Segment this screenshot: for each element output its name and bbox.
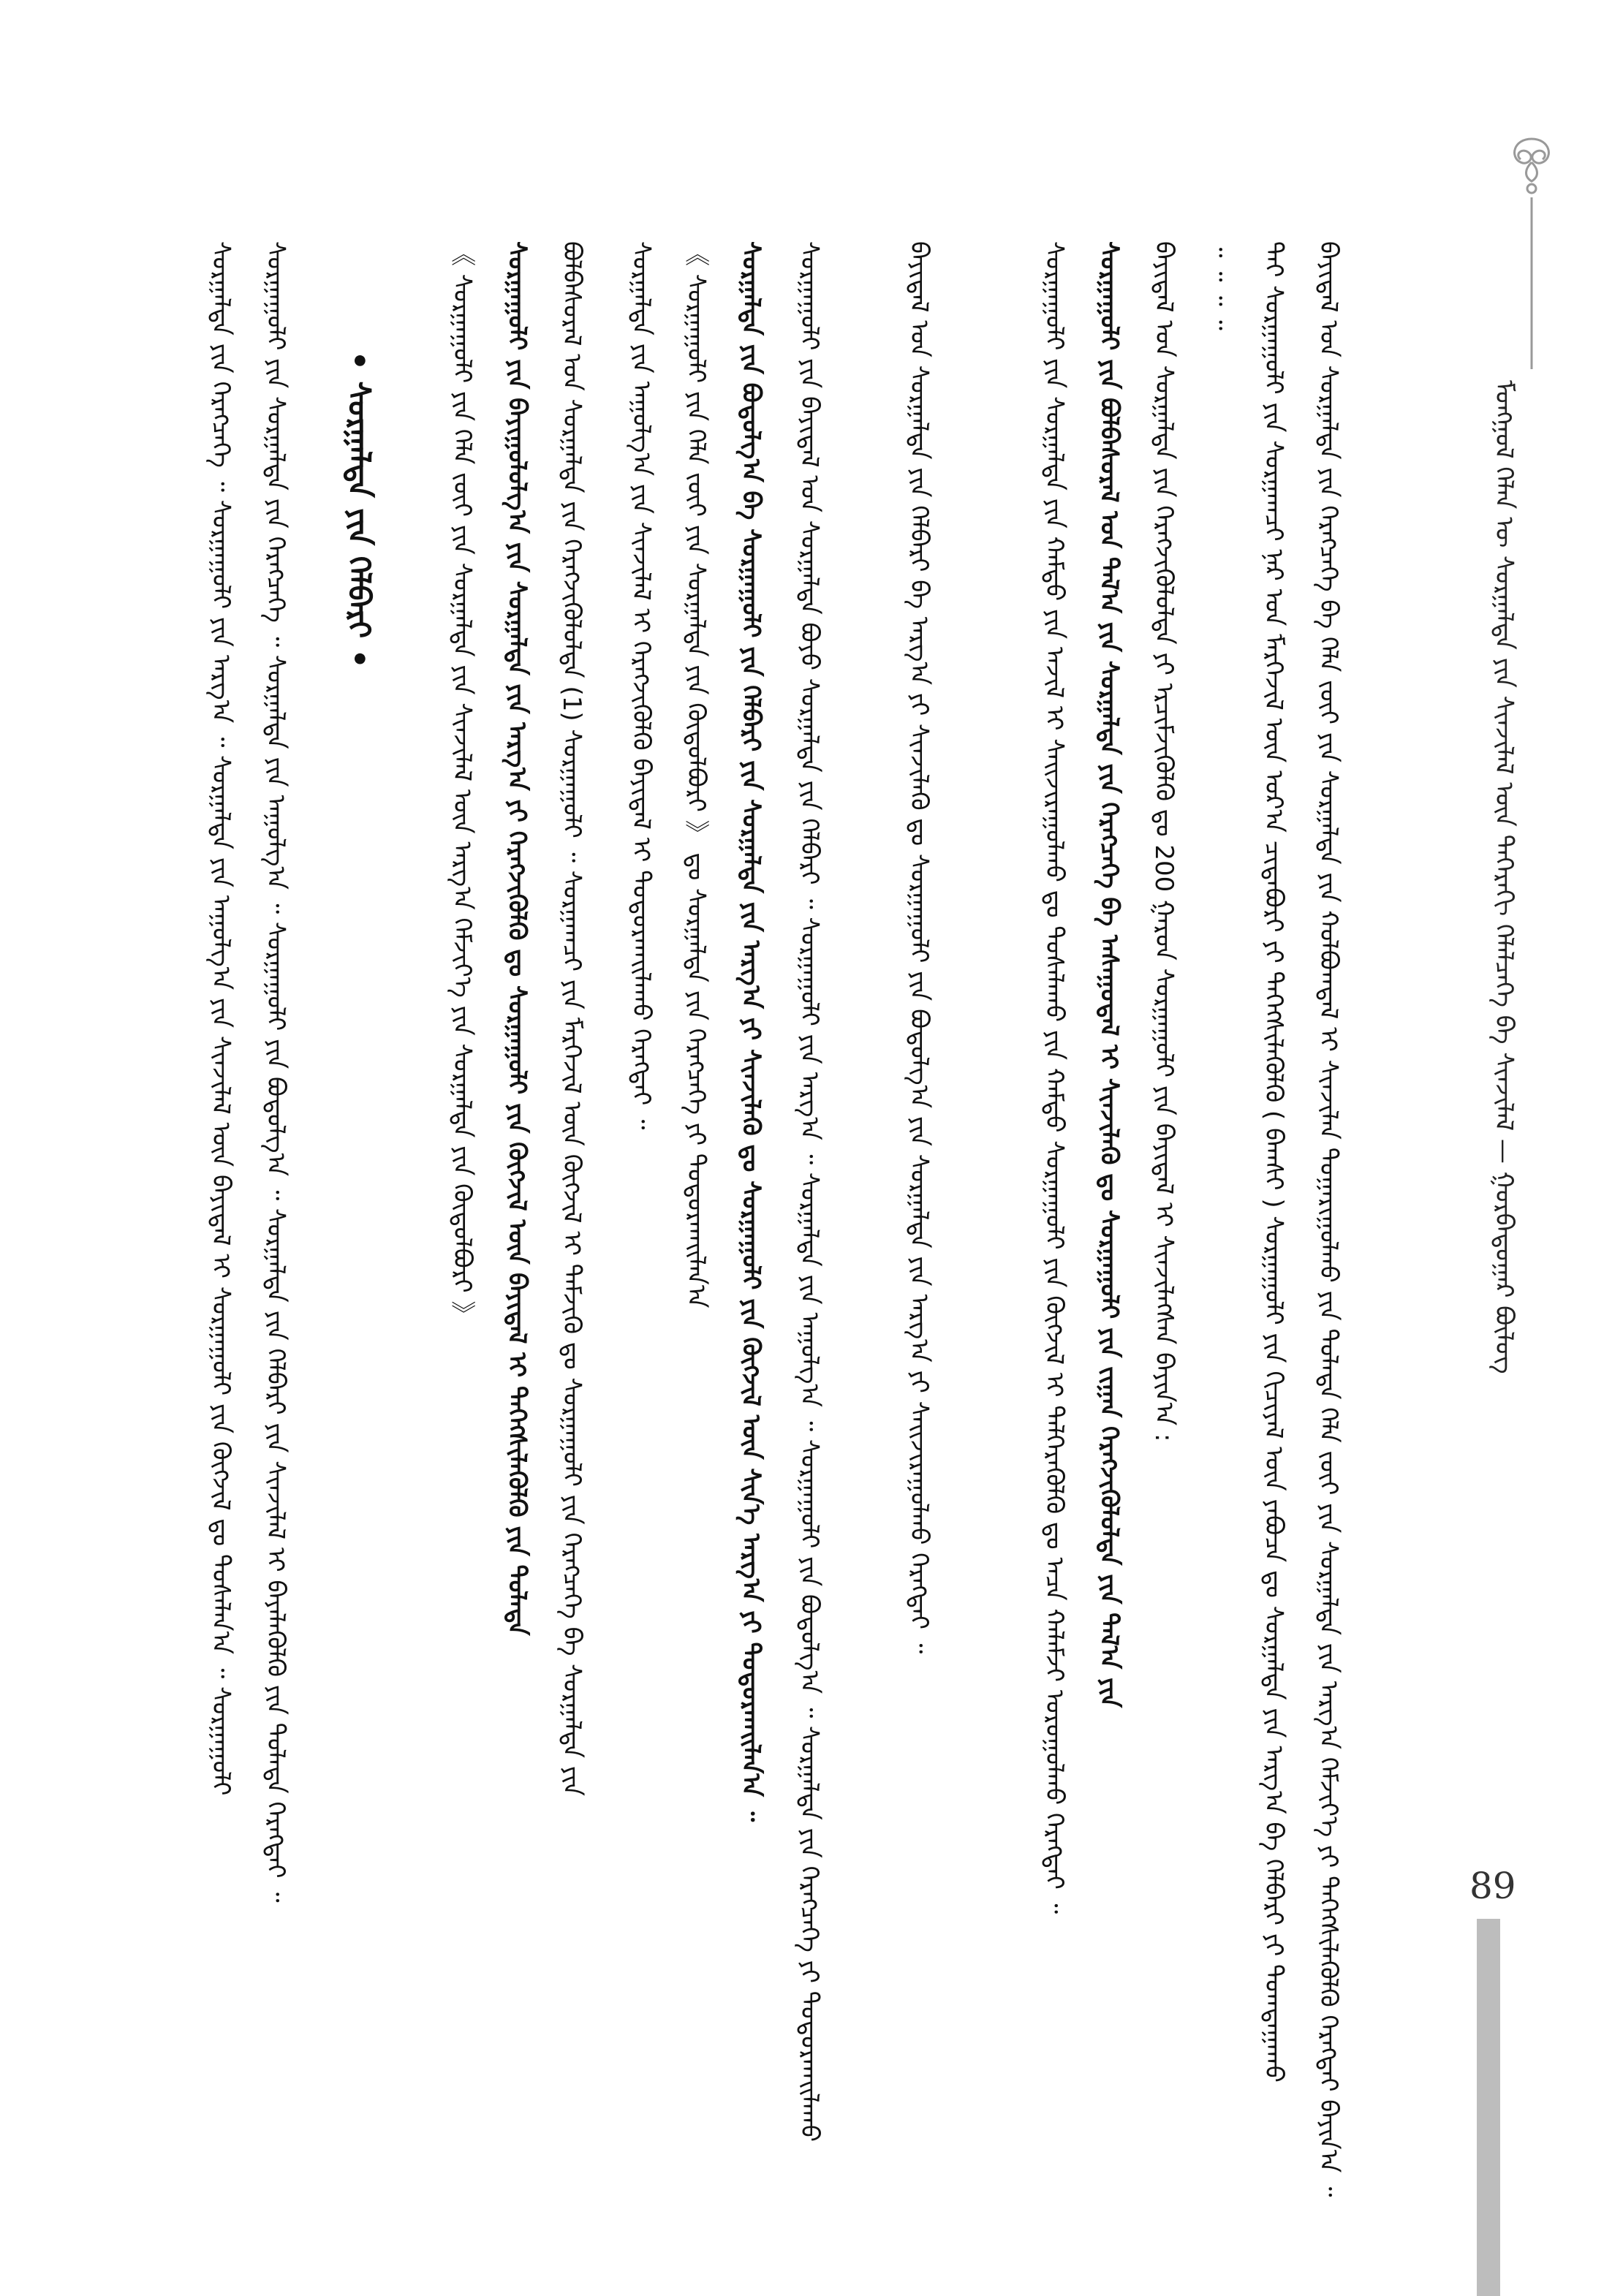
text-column: ᠰᠤᠷᠭᠠᠯᠲᠠ ᠶᠢᠨ ᠪᠣᠳᠤᠯᠭ᠎ᠠ ᠪᠠ ᠰᠤᠷᠭᠠᠭᠤᠯᠢ ᠶᠢᠨ ᠬᠡᠯᠪᠡᠷᠢ ᠶᠢᠨ ᠰᠤᠷᠭᠠᠯᠲᠠ ᠶᠢᠨ ᠠᠷᠭ᠎ᠠ ᠶᠢ ᠰᠢᠨᠵᠢᠯᠡᠬᠦ ᠳᠤ ᠰᠤᠷᠭᠠᠭᠤᠯᠢ ᠶᠢᠨ ᠬᠥᠭᠵᠢᠯ ᠦᠨ ᠰᠢᠨ᠎ᠡ ᠠᠷᠭ᠎ᠠ ᠶᠢ ᠲᠣᠳᠣᠷᠬᠠᠢᠯᠠᠨ᠎ᠠ ᠃ <box>736 241 765 1822</box>
text-column: ᠰᠤᠷᠭᠠᠭᠤᠯᠢ ᠶᠢᠨ ᠪᠠᠶᠢᠭᠤᠯᠤᠯᠭ᠎ᠠ ᠶᠢᠨ ᠰᠤᠷᠭᠠᠯᠲᠠ ᠶᠢᠨ ᠠᠷᠭ᠎ᠠ ᠶᠢ ᠬᠡᠷᠡᠭᠵᠢᠭᠦᠯᠬᠦ ᠳᠤ ᠰᠤᠷᠭᠠᠭᠤᠯᠢ ᠶᠢᠨ ᠬᠥᠭᠵᠢᠯ ᠦᠨ ᠪᠠᠶᠢᠳᠠᠯ ᠢ ᠳᠡᠭᠡᠭᠰᠢᠯᠡᠭᠦᠯᠬᠦ ᠶᠢᠨ ᠲᠤᠯᠠᠳᠠ <box>502 241 531 1636</box>
running-head: ᠮᠣᠩᠭᠣᠯ ᠬᠡᠯᠡᠨ ᠦ ᠰᠤᠷᠭᠠᠯᠲᠠ ᠶᠢᠨ ᠰᠢᠨᠵᠢᠯᠡᠯ ᠦᠨ ᠳᠡᠭᠡᠷᠡᠬᠢ ᠬᠡᠯᠡᠯᠴᠡᠭᠡ ᠪᠠ ᠰᠢᠨᠵᠢᠯᠡᠯ — ᠭᠤᠷᠪᠠᠳᠤᠭᠠᠷ ᠪᠦᠯᠦᠭ <box>1489 380 1518 1374</box>
text-column: ᠪᠠᠶᠢᠳᠠᠯ ᠤᠨ ᠰᠤᠷᠭᠠᠯᠲᠠ ᠶᠢᠨ ᠬᠡᠯᠪᠡᠷᠢ ᠪᠠ ᠠᠷᠭ᠎ᠠ ᠶᠢ ᠰᠢᠨᠵᠢᠯᠡᠬᠦ ᠳᠤ ᠰᠤᠷᠭᠠᠭᠤᠯᠢ ᠶᠢᠨ ᠪᠣᠳᠤᠯᠭ᠎ᠠ ᠶᠢᠨ ᠰᠤᠷᠭᠠᠯᠲᠠ ᠶᠢᠨ ᠠᠷᠭ᠎ᠠ ᠶᠢ ᠰᠠᠢᠵᠢᠷᠠᠭᠤᠯᠬᠤ ᠬᠡᠷᠡᠭᠲᠡᠢ ᠃ <box>904 241 934 1654</box>
text-column: ᠰᠤᠷᠭᠠᠭᠤᠯᠢ ᠶᠢᠨ ᠪᠣᠯᠪᠠᠰᠤᠷᠠᠯ ᠤᠨ ᠲᠠᠯ᠎ᠠ ᠶᠢᠨ ᠰᠤᠷᠭᠠᠯᠲᠠ ᠶᠢᠨ ᠬᠡᠷᠡᠭᠴᠡᠭᠡ ᠪᠠ ᠠᠰᠠᠭᠤᠳᠠᠯ ᠢ ᠰᠢᠨᠵᠢᠯᠡᠬᠦ ᠳᠤ ᠰᠤᠷᠭᠠᠭᠤᠯᠢ ᠶᠢᠨ ᠵᠢᠭᠠᠨ ᠬᠡᠷᠡᠭᠵᠢᠭᠦᠯᠦᠯᠲᠡ ᠶᠢᠨ ᠲᠠᠯ᠎ᠠ ᠶᠢᠨ <box>1094 241 1124 1708</box>
text-column: ᠰᠤᠷᠭᠠᠯᠲᠠ ᠶᠢᠨ ᠠᠭᠤᠯᠭ᠎ᠠ ᠶᠢᠨ ᠰᠢᠨᠵᠢᠯᠡᠯ ᠢ ᠬᠡᠷᠡᠭᠵᠢᠭᠦᠯᠬᠦ ᠪᠠᠶᠢᠳᠠᠯ ᠢ ᠲᠣᠳᠣᠷᠬᠠᠢᠯᠠᠬᠤ ᠬᠡᠷᠡᠭᠲᠡᠢ ᠃ <box>627 241 656 1130</box>
text-column: 《 ᠰᠤᠷᠭᠠᠭᠤᠯᠢ ᠶᠢᠨ ᠬᠡᠯᠡ ᠵᠦᠢ ᠶᠢᠨ ᠰᠤᠷᠭᠠᠯᠲᠠ ᠶᠢᠨ ᠰᠢᠨᠵᠢᠯᠡᠯ ᠦᠨ ᠠᠷᠭ᠎ᠠ ᠬᠡᠮᠵᠢᠶ᠎ᠡ ᠶᠢᠨ ᠰᠤᠷᠭᠠᠯᠲᠠ ᠶᠢᠨ ᠬᠥᠲᠦᠯᠪᠦᠷᠢ 》 <box>447 241 477 1326</box>
text-column: ᠪᠠᠶᠢᠳᠠᠯ ᠤᠨ ᠰᠤᠷᠭᠠᠯᠲᠠ ᠶᠢᠨ ᠬᠡᠷᠡᠭᠵᠢᠭᠦᠯᠦᠯᠲᠡ ᠶᠢ ᠡᠷᠴᠢᠮᠵᠢᠭᠦᠯᠬᠦ ᠳᠤ 200 ᠭᠠᠷᠤᠨ ᠰᠤᠷᠭᠠᠭᠤᠯᠢ ᠶᠢᠨ ᠪᠠᠶᠢᠳᠠᠯ ᠢ ᠰᠢᠨᠵᠢᠯᠡᠭᠰᠡᠨ ᠪᠠᠶᠢᠨ᠎ᠠ : <box>1149 241 1179 1442</box>
text-column: ᠰᠤᠷᠭᠠᠭᠤᠯᠢ ᠶᠢᠨ ᠪᠠᠶᠢᠳᠠᠯ ᠤᠨ ᠰᠤᠷᠭᠠᠯᠲᠠ ᠪᠤᠶᠤ ᠰᠤᠷᠭᠠᠯᠲᠠ ᠶᠢᠨ ᠬᠡᠯᠪᠡᠷᠢ ᠃ ᠰᠤᠷᠭᠠᠭᠤᠯᠢ ᠶᠢᠨ ᠠᠷᠭ᠎ᠠ ᠃ ᠰᠤᠷᠭᠠᠯᠲᠠ ᠶᠢᠨ ᠠᠭᠤᠯᠭ᠎ᠠ ᠃ ᠰᠤᠷᠭᠠᠭᠤᠯᠢ ᠶᠢᠨ ᠪᠣᠳᠤᠯᠭ᠎ᠠ ᠃ ᠰᠤᠷᠭᠠᠯᠲᠠ ᠶᠢᠨ ᠬᠡᠷᠡᠭᠴᠡᠭᠡ ᠶᠢ ᠲᠣᠳᠣᠷᠬᠠᠢᠯᠠᠬᠤ <box>795 241 824 2142</box>
text-column: ᠰᠤᠷᠭᠠᠭᠤᠯᠢ ᠶᠢᠨ ᠰᠤᠷᠭᠠᠯᠲᠠ ᠶᠢᠨ ᠬᠡᠷᠡᠭᠴᠡᠭᠡ ᠃ ᠰᠤᠷᠭᠠᠯᠲᠠ ᠶᠢᠨ ᠠᠭᠤᠯᠭ᠎ᠠ ᠃ ᠰᠤᠷᠭᠠᠭᠤᠯᠢ ᠶᠢᠨ ᠪᠣᠳᠤᠯᠭ᠎ᠠ ᠃ ᠰᠤᠷᠭᠠᠯᠲᠠ ᠶᠢᠨ ᠬᠡᠯᠪᠡᠷᠢ ᠶᠢᠨ ᠰᠢᠨᠵᠢᠯᠡᠯ ᠢ ᠪᠡᠶᠡᠯᠡᠭᠦᠯᠬᠦ ᠶᠢᠨ ᠲᠤᠯᠠᠳᠠ ᠬᠡᠷᠡᠭᠲᠡᠢ ᠃ <box>261 241 290 1903</box>
text-column: ᠃ ᠃ ᠃ ᠃ <box>1204 241 1233 330</box>
text-column: ᠰᠤᠷᠭᠠᠭᠤᠯᠢ ᠶᠢᠨ ᠰᠤᠷᠭᠠᠯᠲᠠ ᠶᠢᠨ ᠬᠠᠮᠲᠤ ᠶᠢᠨ ᠠᠵᠢᠯ ᠢ ᠰᠠᠢᠵᠢᠷᠠᠭᠤᠯᠬᠤ ᠳᠤ ᠲᠤᠰᠠᠯᠠᠬᠤ ᠶᠢᠨ ᠬᠠᠮᠲᠤ ᠰᠤᠷᠭᠠᠭᠤᠯᠢ ᠶᠢᠨ ᠬᠥᠭᠵᠢᠯ ᠢ ᠲᠡᠯᠭᠡᠷᠡᠭᠦᠯᠬᠦ ᠳᠤ ᠠᠴᠠ ᠬᠠᠯᠠᠮᠵᠢ ᠣᠷᠣᠭᠤᠯᠬᠤ ᠬᠡᠷᠡᠭᠲᠡᠢ ᠃ <box>1040 241 1069 1914</box>
page-number: 89 <box>1469 1865 1516 1907</box>
text-column: 《 ᠰᠤᠷᠭᠠᠭᠤᠯᠢ ᠶᠢᠨ ᠬᠡᠯᠡ ᠵᠦᠢ ᠶᠢᠨ ᠰᠤᠷᠭᠠᠯᠲᠠ ᠶᠢᠨ ᠬᠥᠲᠦᠯᠪᠦᠷᠢ 》 ᠳᠤ ᠰᠤᠷᠭᠠᠯᠲᠠ ᠶᠢᠨ ᠬᠡᠷᠡᠭᠴᠡᠭᠡ ᠶᠢ ᠲᠣᠳᠣᠷᠬᠠᠢᠯᠠᠨ᠎ᠠ <box>681 241 711 1308</box>
page-edge-bar <box>1477 1919 1500 2296</box>
text-column: ᠪᠠᠶᠢᠳᠠᠯ ᠤᠨ ᠰᠤᠷᠭᠠᠯᠲᠠ ᠶᠢᠨ ᠬᠡᠷᠡᠭᠴᠡᠭᠡ ᠪᠠ ᠬᠡᠯᠡ ᠵᠦᠢ ᠶᠢᠨ ᠰᠤᠷᠭᠠᠯᠲᠠ ᠶᠢᠨ ᠬᠣᠯᠪᠣᠭᠳᠠᠯ ᠢ ᠰᠢᠨᠵᠢᠯᠡᠨ ᠲᠤᠭᠠᠷᠢᠭᠤᠯᠬᠤ ᠶᠢᠨ ᠲᠤᠯᠠᠳᠠ ᠬᠡᠯᠡ ᠵᠦᠢ ᠶᠢᠨ ᠰᠤᠷᠭᠠᠯᠲᠠ ᠶᠢᠨ ᠠᠷᠭ᠎ᠠ ᠬᠡᠮᠵᠢᠶ᠎ᠡ ᠶᠢ ᠳᠡᠭᠡᠭᠰᠢᠯᠡᠭᠦᠯᠬᠦ ᠬᠡᠷᠡᠭᠲᠡᠢ ᠪᠠᠶᠢᠨ᠎ᠠ ᠃ <box>1314 241 1343 2197</box>
text-column: ᠲᠠᠢ ᠰᠤᠷᠭᠠᠭᠤᠯᠢ ᠶᠢᠨ ᠰᠤᠷᠭᠠᠭᠴᠢ ᠨᠠᠷ ᠤᠨ ᠮᠡᠷᠭᠡᠵᠢᠯ ᠦᠨ ᠤᠷ᠎ᠠ ᠴᠢᠳᠠᠪᠤᠷᠢ ᠶᠢ ᠳᠡᠭᠡᠭᠰᠢᠯᠡᠭᠦᠯᠬᠦ ( ᠪᠠᠭᠰᠢ ) ᠰᠤᠷᠭᠠᠭᠤᠯᠢ ᠶᠢᠨ ᠬᠢᠴᠢᠶᠡᠯ ᠦᠨ ᠶᠠᠪᠤᠴᠠ ᠳᠤ ᠰᠤᠷᠭᠠᠯᠲᠠ ᠶᠢᠨ ᠠᠷᠭ᠎ᠠ ᠪᠠ ᠬᠡᠯᠪᠡᠷᠢ ᠶᠢ ᠲᠣᠭᠲᠠᠭᠠᠬᠤ <box>1259 241 1288 2083</box>
text-column: ᠰᠤᠷᠭᠠᠯᠲᠠ ᠶᠢᠨ ᠬᠡᠷᠡᠭᠴᠡᠭᠡ ᠃ ᠰᠤᠷᠭᠠᠭᠤᠯᠢ ᠶᠢᠨ ᠠᠷᠭ᠎ᠠ ᠃ ᠰᠤᠷᠭᠠᠯᠲᠠ ᠶᠢᠨ ᠠᠭᠤᠯᠭ᠎ᠠ ᠶᠢᠨ ᠰᠢᠨᠵᠢᠯᠡᠯ ᠦᠨ ᠪᠠᠶᠢᠳᠠᠯ ᠢ ᠰᠤᠷᠭᠠᠭᠤᠯᠢ ᠶᠢᠨ ᠬᠥᠭᠵᠢᠯ ᠳᠤ ᠲᠤᠰᠠᠯᠠᠨ᠎ᠠ ᠃ ᠰᠤᠷᠭᠠᠭᠤᠯᠢ <box>206 241 235 1796</box>
text-column: ᠪᠣᠯᠪᠠᠰᠤᠷᠠᠯ ᠤᠨ ᠰᠤᠷᠭᠠᠯᠲᠠ ᠶᠢᠨ ᠬᠡᠷᠡᠭᠵᠢᠭᠦᠯᠦᠯᠲᠡ (1) ᠰᠤᠷᠭᠠᠭᠤᠯᠢ ᠃ ᠰᠤᠷᠭᠠᠭᠴᠢ ᠶᠢᠨ ᠮᠡᠷᠭᠡᠵᠢᠯ ᠦᠨ ᠬᠥᠭᠵᠢᠯ ᠢ ᠳᠡᠮᠵᠢᠬᠦ ᠳᠤ ᠰᠤᠷᠭᠠᠭᠤᠯᠢ ᠶᠢᠨ ᠬᠡᠷᠡᠭᠴᠡᠭᠡ ᠪᠠ ᠰᠤᠷᠭᠠᠯᠲᠠ ᠶᠢᠨ <box>557 241 586 1796</box>
section-heading: • ᠰᠤᠷᠭᠠᠯᠲᠠ ᠶᠢᠨ ᠬᠡᠯᠪᠡᠷᠢ • <box>341 351 377 669</box>
header-ornament-icon <box>1499 124 1565 373</box>
